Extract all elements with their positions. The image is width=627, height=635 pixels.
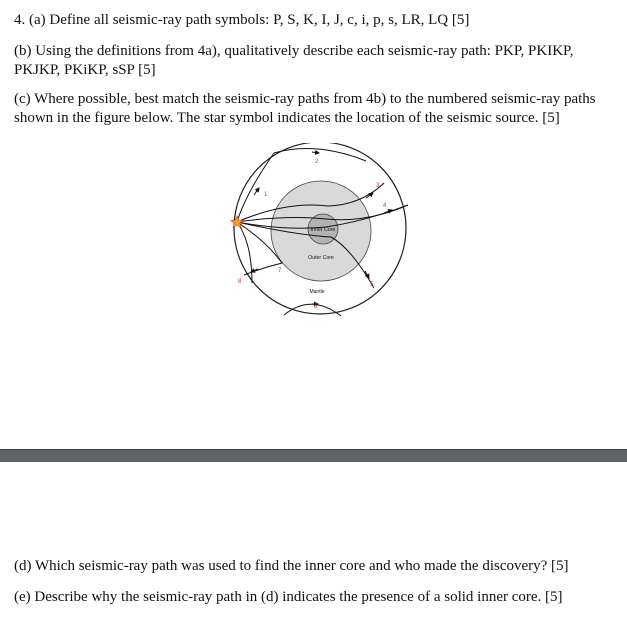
inner-core-label: Inner Core (310, 227, 336, 233)
ray-label-8: 8 (238, 279, 242, 285)
outer-core-label: Outer Core (308, 255, 334, 261)
question-4a: 4. (a) Define all seismic-ray path symbols: P, S, K, I, J, c, i, p, s, LR, LQ [5] (14, 12, 470, 28)
question-4d: (d) Which seismic-ray path was used to find the inner core and who made the discovery? [5] (14, 558, 569, 574)
question-4c: (c) Where possible, best match the seismic-ray paths from 4b) to the numbered seismic-ray paths shown in the figure below. The star symbol indicates the location of the seismic source. [5] (14, 91, 596, 126)
section-divider (0, 449, 627, 462)
ray-label-7: 7 (278, 268, 282, 274)
question-4b: (b) Using the definitions from 4a), qualitatively describe each seismic-ray path: PKP, PKIKP, PKJKP, PKiKP, sSP [5] (14, 43, 574, 78)
mantle-label: Mantle (309, 289, 325, 295)
ray-label-5: 5 (370, 282, 374, 288)
ray-label-1: 1 (264, 192, 268, 198)
ray-label-2: 2 (315, 159, 319, 165)
ray-label-3: 3 (376, 183, 380, 189)
ray-label-4: 4 (383, 203, 387, 209)
ray-label-6: 6 (314, 304, 318, 310)
question-4e: (e) Describe why the seismic-ray path in (d) indicates the presence of a solid inner core. [5] (14, 589, 563, 605)
seismic-ray-figure (226, 143, 422, 325)
